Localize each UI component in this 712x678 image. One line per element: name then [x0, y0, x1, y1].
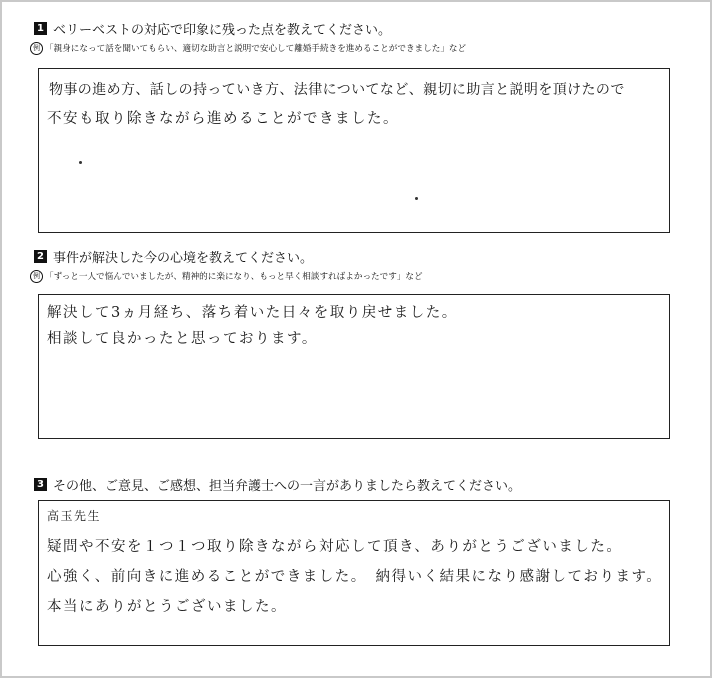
scan-speck [79, 161, 82, 164]
example-text: 「親身になって話を聞いてもらい、適切な助言と説明で安心して離婚手続きを進めることができました」など [45, 44, 467, 54]
handwritten-line: 物事の進め方、話しの持っていき方、法律についてなど、親切に助言と説明を頂けたので [49, 82, 625, 98]
section-1 [30, 18, 670, 127]
example-mark: 例 [30, 42, 43, 55]
section-number: 1 [34, 22, 47, 35]
section-3 [30, 474, 670, 615]
handwritten-line: 心強く、前向きに進めることができました。 納得いく結果になり感謝しております。 [47, 569, 663, 585]
section-2-example [30, 269, 670, 283]
section-2 [30, 246, 670, 347]
example-text: 「ずっと一人で悩んでいましたが、精神的に楽になり、もっと早く相談すればよかったです」など [45, 272, 423, 282]
section-number: 3 [34, 478, 47, 491]
section-question: 事件が解決した今の心境を教えてください。 [53, 250, 314, 266]
handwritten-line: 高玉先生 [47, 509, 102, 523]
handwritten-line: 解決して3ヵ月経ち、落ち着いた日々を取り戻せました。 [47, 305, 458, 321]
answer-box-2 [38, 294, 670, 439]
example-mark: 例 [30, 270, 43, 283]
section-question: ベリーベストの対応で印象に残った点を教えてください。 [53, 22, 392, 38]
handwritten-line: 本当にありがとうございました。 [47, 599, 287, 615]
handwritten-line: 相談して良かったと思っております。 [47, 331, 318, 347]
handwritten-line: 疑問や不安を１つ１つ取り除きながら対応して頂き、ありがとうございました。 [47, 539, 623, 555]
section-1-example [30, 41, 670, 55]
handwritten-line: 不安も取り除きながら進めることができました。 [47, 111, 399, 127]
answer-box-3 [38, 500, 670, 646]
scan-speck [415, 197, 418, 200]
answer-box-1 [38, 68, 670, 233]
section-1-heading [30, 18, 670, 38]
section-2-heading [30, 246, 670, 266]
section-number: 2 [34, 250, 47, 263]
section-question: その他、ご意見、ご感想、担当弁護士への一言がありましたら教えてください。 [53, 478, 522, 494]
section-3-heading [30, 474, 670, 494]
